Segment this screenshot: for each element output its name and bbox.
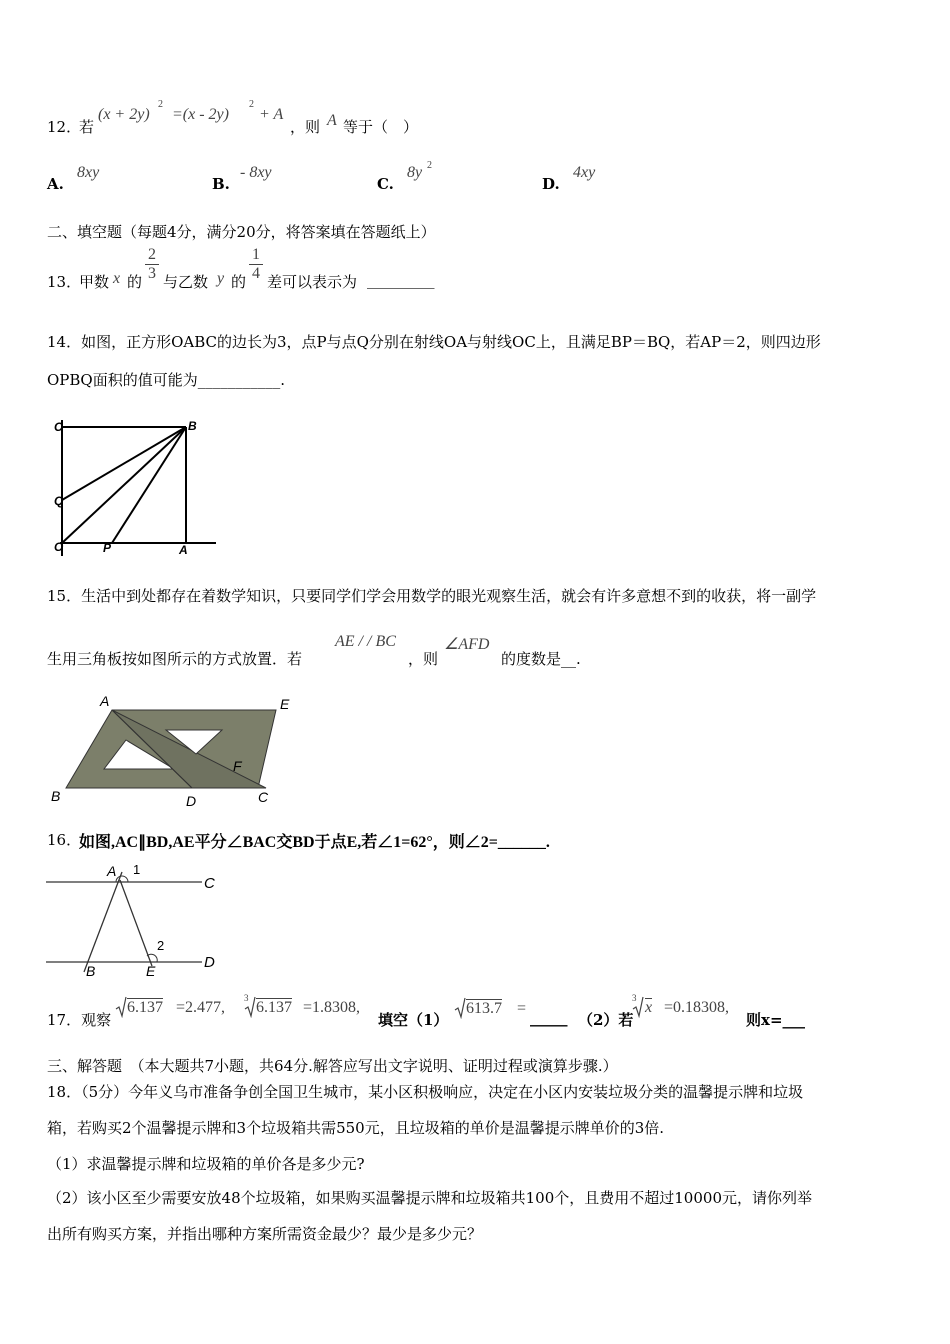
q17-radicand-1: 6.137 xyxy=(127,999,163,1016)
label-q: Q xyxy=(54,494,64,508)
q17-radicand-2: 6.137 xyxy=(256,999,292,1016)
q13-text-5: 差可以表示为 xyxy=(267,273,358,291)
q15-line-2-pre: 生用三角板按如图所示的方式放置．若 xyxy=(47,650,303,668)
q18-part-1: （1）求温馨提示牌和垃圾箱的单价各是多少元? xyxy=(47,1155,365,1173)
q13-fraction-1-num: 2 xyxy=(148,246,156,263)
label-c: C xyxy=(54,420,63,434)
q17-equals: = xyxy=(517,1000,527,1017)
label-c: C xyxy=(204,875,215,892)
section-3-heading: 三、解答题 （本大题共7小题，共64分.解答应写出文字说明、证明过程或演算步骤.） xyxy=(47,1057,618,1075)
label-angle-2: 2 xyxy=(157,938,165,953)
label-a: A xyxy=(100,693,110,709)
q17-end: 则x=___ xyxy=(746,1011,806,1029)
q12-number: 12． xyxy=(47,118,82,136)
label-b: B xyxy=(51,788,61,804)
label-d: D xyxy=(186,793,197,809)
label-b: B xyxy=(188,419,197,433)
label-p: P xyxy=(103,541,112,555)
q12-pre: 若 xyxy=(79,118,95,136)
q17-number: 17．观察 xyxy=(47,1011,112,1029)
q13-fraction-2-den: 4 xyxy=(249,264,263,283)
q12-option-c-value: 8y xyxy=(407,164,423,181)
q12-option-d-value: 4xy xyxy=(573,164,596,181)
label-d: D xyxy=(204,954,215,971)
q17-radicand-3: 613.7 xyxy=(466,1000,502,1017)
q17-cube-index-2: 3 xyxy=(632,993,637,1003)
q13-fraction-2-num: 1 xyxy=(252,246,260,263)
sqrt-sign-2 xyxy=(454,997,466,1019)
q16-number: 16． xyxy=(47,831,82,849)
q17-fill-label: 填空（1） xyxy=(378,1011,449,1029)
q14-line-2: OPBQ面积的值可能为___________. xyxy=(47,371,285,389)
q17-part-2-label: （2）若 xyxy=(578,1011,634,1029)
q18-line-1: 18．（5分）今年义乌市准备争创全国卫生城市，某小区积极响应，决定在小区内安装垃圾分类的温馨提示牌和垃圾 xyxy=(47,1083,804,1101)
q17-cube-index-1: 3 xyxy=(244,993,249,1003)
label-e: E xyxy=(146,963,156,979)
q15-mid: ，则 xyxy=(408,650,439,668)
label-o: O xyxy=(54,540,64,554)
q13-text-1: 甲数 xyxy=(79,273,110,291)
q17-value-4: =0.18308, xyxy=(664,999,730,1016)
label-angle-1: 1 xyxy=(133,862,141,877)
q18-line-2: 箱，若购买2个温馨提示牌和3个垃圾箱共需550元，且垃圾箱的单价是温馨提示牌单价的3倍. xyxy=(47,1119,665,1137)
q16-parallel-lines-figure xyxy=(44,858,224,980)
q12-post: 等于（ ） xyxy=(343,118,419,136)
q17-value-1: =2.477, xyxy=(176,999,226,1016)
q13-text-3: 与乙数 xyxy=(163,273,209,291)
segment-qb xyxy=(62,427,186,500)
q16-text: 如图,AC∥BD,AE平分∠BAC交BD于点E,若∠1=62°，则∠2=______. xyxy=(79,834,550,851)
q12-expr-left: (x + 2y) xyxy=(98,106,150,123)
line-ae xyxy=(120,880,152,966)
q12-square-2: 2 xyxy=(249,99,254,110)
q17-radicand-4: x xyxy=(645,999,653,1016)
sqrt-sign-1 xyxy=(115,996,127,1018)
angle-1-arc xyxy=(116,876,128,882)
q13-text-2: 的 xyxy=(127,273,143,291)
q12-option-c-label: C. xyxy=(377,175,394,193)
q12-option-b-label: B. xyxy=(212,175,230,193)
q15-triangle-set-figure xyxy=(48,690,304,810)
q13-fraction-1-den: 3 xyxy=(145,264,159,283)
q13-text-4: 的 xyxy=(231,273,247,291)
q12-option-d-label: D. xyxy=(542,175,560,193)
q14-square-figure xyxy=(50,410,222,558)
q15-line-1: 15．生活中到处都存在着数学知识，只要同学们学会用数学的眼光观察生活，就会有许多意想不到的收获，将一副学 xyxy=(47,587,817,605)
label-e: E xyxy=(280,696,290,712)
q14-line-1: 14．如图，正方形OABC的边长为3，点P与点Q分别在射线OA与射线OC上，且满足BP＝BQ，若AP＝2，则四边形 xyxy=(47,333,821,351)
label-a: A xyxy=(107,863,117,879)
q18-part-2-line-2: 出所有购买方案，并指出哪种方案所需资金最少？最少是多少元？ xyxy=(47,1225,483,1243)
q12-square-1: 2 xyxy=(158,99,163,110)
label-a: A xyxy=(179,543,188,557)
q12-option-a-label: A. xyxy=(47,175,64,193)
line-ab xyxy=(84,872,122,972)
q13-fraction-1 xyxy=(145,246,159,283)
q13-blank: _________ xyxy=(367,271,435,289)
q12-option-a-value: 8xy xyxy=(77,164,100,181)
q12-var-a: A xyxy=(327,112,337,129)
cbrt-sign-2 xyxy=(632,996,644,1018)
q18-part-2-line-1: （2）该小区至少需要安放48个垃圾箱，如果购买温馨提示牌和垃圾箱共100个，且费用不超过10000元，请你列举 xyxy=(47,1189,812,1207)
q12-option-b-value: - 8xy xyxy=(240,164,272,181)
label-c: C xyxy=(258,789,269,805)
q15-angle: ∠AFD xyxy=(444,636,490,653)
q12-mid: ，则 xyxy=(290,118,321,136)
q13-var-y: y xyxy=(217,270,225,287)
q17-value-2: =1.8308, xyxy=(303,999,361,1016)
section-2-heading: 二、填空题（每题4分，满分20分，将答案填在答题纸上） xyxy=(47,223,436,241)
q12-plus-a: + A xyxy=(259,106,284,123)
cbrt-sign-1 xyxy=(244,996,256,1018)
q15-post: 的度数是__. xyxy=(501,650,581,668)
label-b: B xyxy=(86,963,96,979)
q12-expr-right: =(x - 2y) xyxy=(172,106,229,123)
q17-blank-1: _____ xyxy=(530,1009,568,1027)
q12-option-c-sup: 2 xyxy=(427,160,432,171)
q15-condition: AE / / BC xyxy=(335,633,396,650)
q13-var-x: x xyxy=(113,270,121,287)
label-f: F xyxy=(233,758,242,774)
q13-fraction-2 xyxy=(249,246,263,283)
q13-number: 13． xyxy=(47,273,82,291)
